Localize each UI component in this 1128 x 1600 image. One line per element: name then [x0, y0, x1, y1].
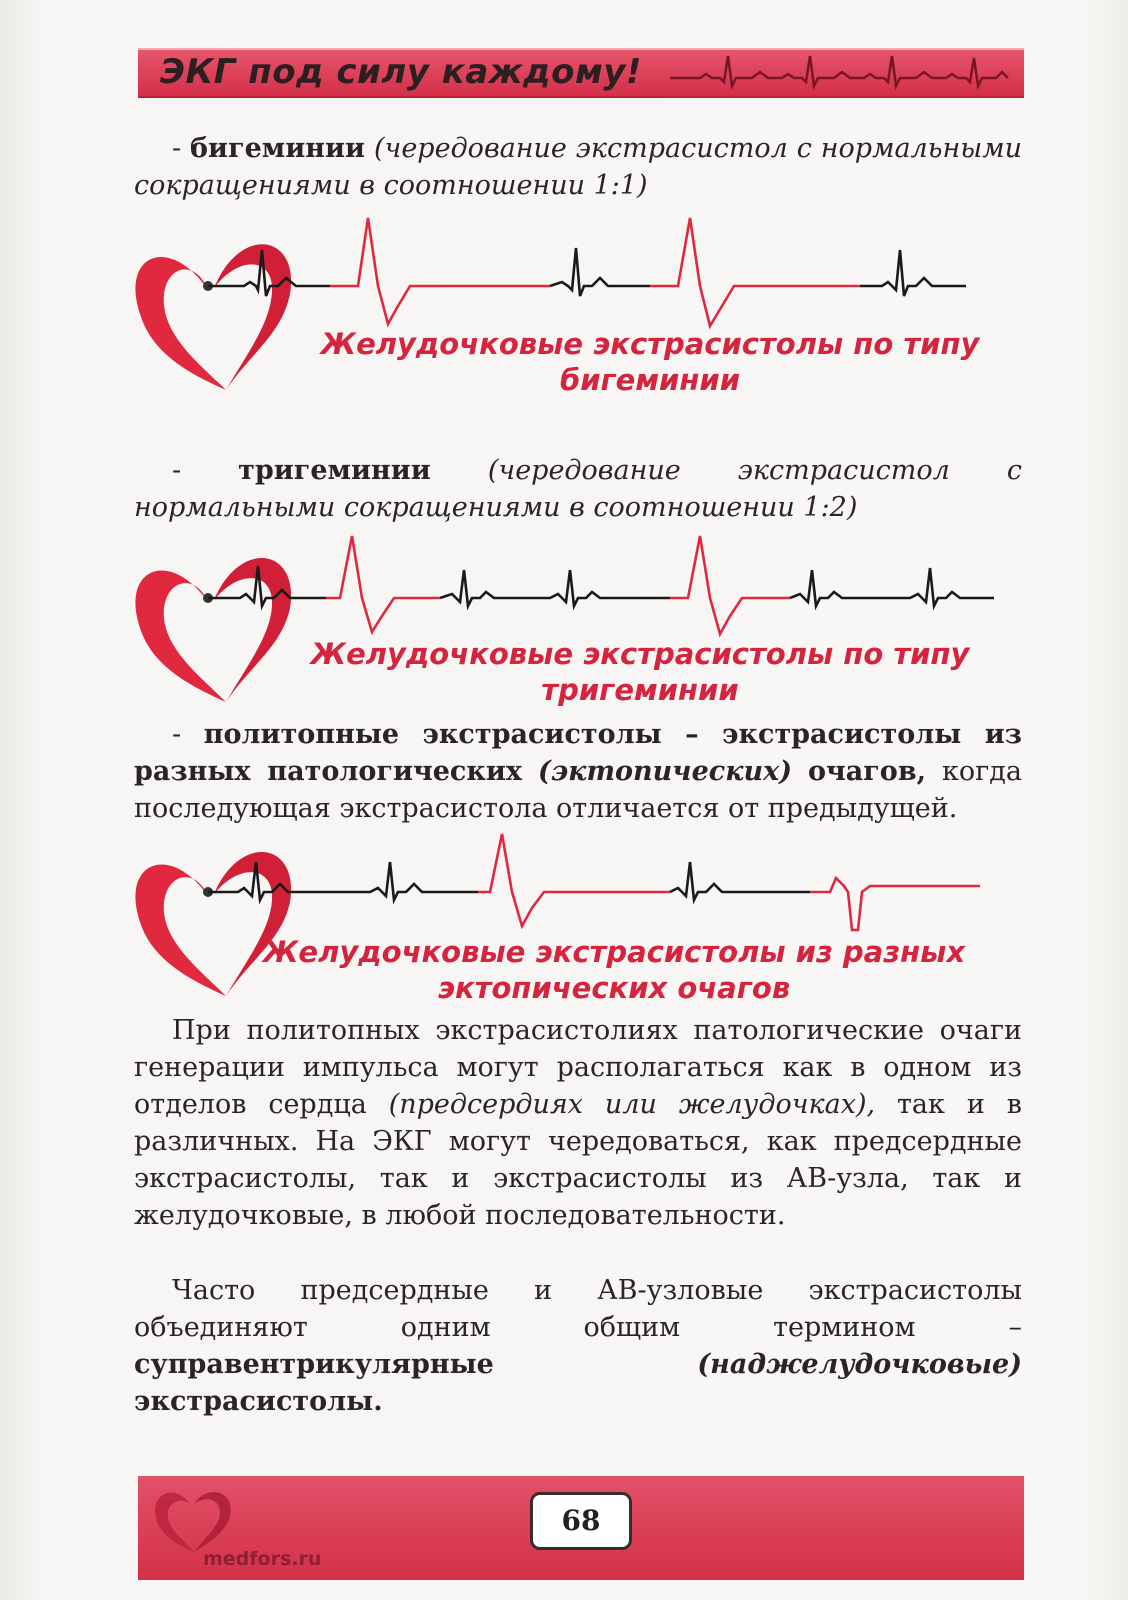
header-ecg-trace: [670, 52, 1010, 92]
heart-icon: [135, 865, 226, 996]
term-polytopic: политопные экстрасистолы – экстрасистолы из разных патологических: [134, 719, 1022, 787]
trigeminy-definition: [134, 452, 1022, 526]
header-title: ЭКГ под силу каждому!: [160, 52, 642, 92]
ecg-figure-bigeminy: [130, 214, 1030, 404]
trigeminy-explanation: (чередование экстрасистол с нормальными сокращениями в соотношении 1:2): [134, 455, 1022, 523]
bigeminy-definition: [134, 130, 1022, 204]
heart-icon: [135, 571, 226, 702]
ecg-figure-trigeminy: [130, 532, 1030, 712]
bigeminy-explanation: (чередование экстрасистол с нормальными сокращениями в соотношении 1:1): [134, 133, 1022, 201]
bullet-dash: -: [172, 719, 204, 750]
term-supraventricular-alt: (наджелудочковые): [697, 1349, 1022, 1380]
caption-bigeminy: [290, 326, 1010, 398]
caption-polytopic: [254, 934, 974, 1006]
paragraph-1-text-b: так и в различных. На ЭКГ могут чередоваться, как предсердные экстрасистолы, так и экстрасистолы из АВ-узла, так и желудочковые, в любой последовательности.: [134, 1089, 1022, 1231]
caption-line-2: тригеминии: [541, 673, 739, 707]
page-number: 68: [530, 1492, 632, 1550]
term-trigeminy: тригеминии: [238, 455, 431, 486]
caption-line-2: бигеминии: [559, 363, 741, 397]
term-ectopic: (эктопических): [537, 756, 792, 787]
caption-trigeminy: [280, 636, 1000, 708]
caption-line-1: Желудочковые экстрасистолы по типу: [320, 327, 980, 361]
caption-line-1: Желудочковые экстрасистолы из разных: [262, 935, 966, 969]
paragraph-1-text-a: При политопных экстрасистолиях патологические очаги генерации импульса могут располагаться как в одном из отделов сердца: [134, 1015, 1022, 1120]
supraventricular-paragraph: [134, 1272, 1022, 1420]
term-extrasystoles: экстрасистолы.: [134, 1386, 383, 1417]
term-supraventricular: суправентрикулярные: [134, 1349, 494, 1380]
caption-line-1: Желудочковые экстрасистолы по типу: [310, 637, 970, 671]
term-bigeminy: бигеминии: [190, 133, 366, 164]
polytopic-paragraph: [134, 1012, 1022, 1234]
heart-logo-icon: [150, 1484, 240, 1554]
ecg-figure-polytopic: [130, 826, 1030, 1006]
bullet-dash: -: [172, 455, 239, 486]
paragraph-1-italic: (предсердиях или желудочках),: [388, 1089, 876, 1120]
bullet-dash: -: [172, 133, 191, 164]
polytopic-rest: когда последующая экстрасистола отличается от предыдущей.: [134, 756, 1022, 824]
caption-line-2: эктопических очагов: [437, 971, 791, 1005]
paragraph-2-text: Часто предсердные и АВ-узловые экстрасистолы объединяют одним общим термином –: [134, 1275, 1022, 1343]
footer-site[interactable]: medfors.ru: [203, 1548, 322, 1570]
term-foci: очагов,: [808, 756, 926, 787]
polytopic-definition: [134, 716, 1022, 827]
heart-icon: [135, 257, 226, 390]
